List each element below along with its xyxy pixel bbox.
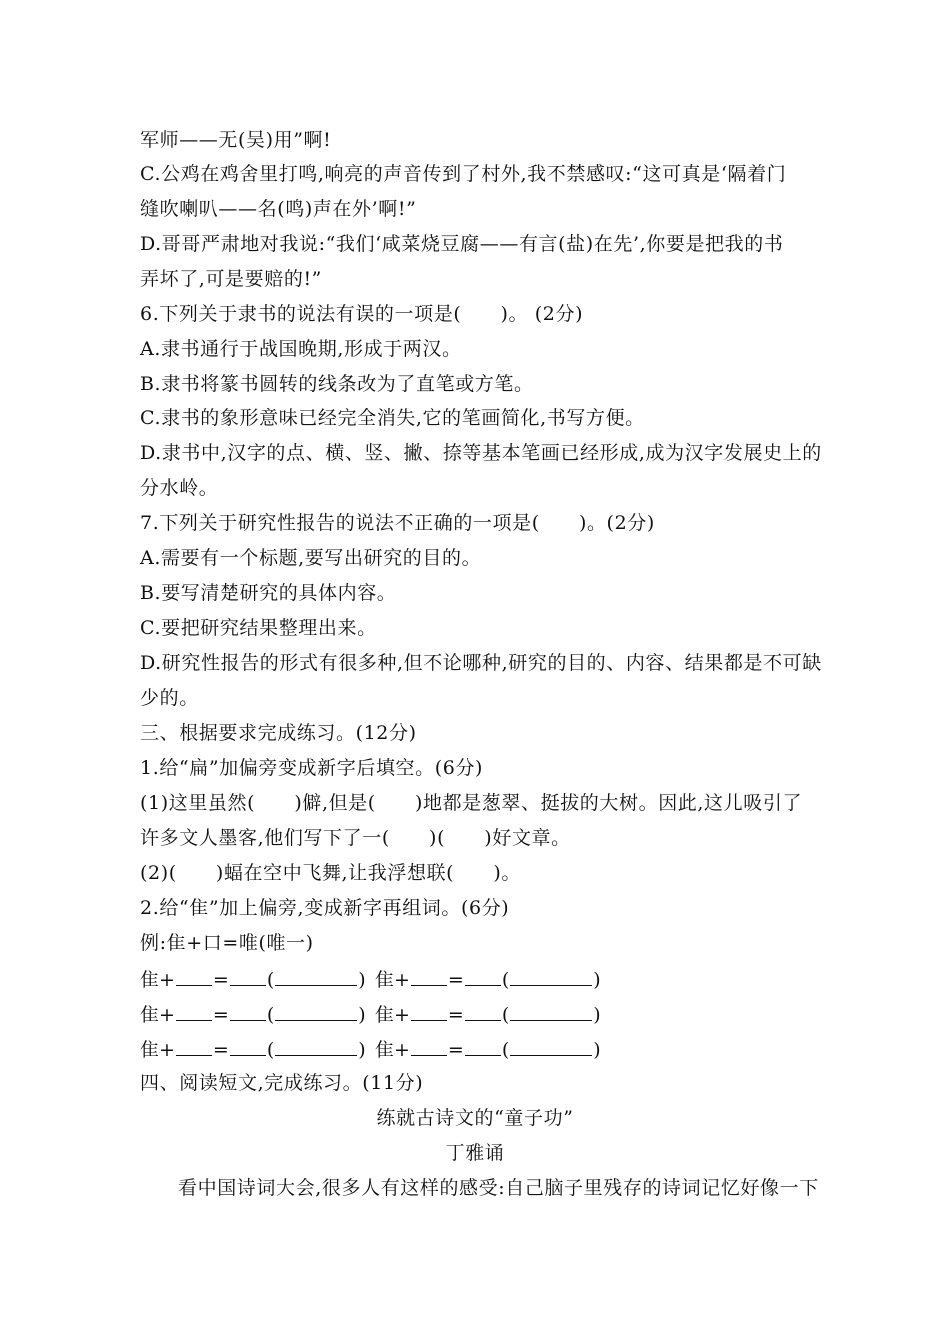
fill-close: ): [593, 1039, 601, 1061]
fill-prefix: 隹+: [375, 1039, 410, 1061]
section3-heading: 三、根据要求完成练习。(12分): [140, 722, 417, 744]
fill-close: ): [358, 969, 366, 991]
s3-q2-example: 例:隹+口=唯(唯一): [140, 932, 314, 954]
fill-item: [140, 1036, 366, 1062]
q7-option-b: B.要写清楚研究的具体内容。: [140, 582, 397, 604]
character-blank[interactable]: [230, 1001, 266, 1021]
fill-equals: =: [447, 1039, 464, 1061]
fill-prefix: 隹+: [375, 969, 410, 991]
q7-option-d: D.研究性报告的形式有很多种,但不论哪种,研究的目的、内容、结果都是不可缺: [140, 652, 822, 674]
fill-row: [140, 1036, 820, 1060]
fill-close: ): [593, 1004, 601, 1026]
q6-option-b: B.隶书将篆书圆转的线条改为了直笔或方笔。: [140, 373, 534, 395]
section4-heading: 四、阅读短文,完成练习。(11分): [140, 1072, 424, 1094]
s3-q1-stem: 1.给“扁”加偏旁变成新字后填空。(6分): [140, 757, 484, 779]
q6-option-c: C.隶书的象形意味已经完全消失,它的笔画简化,书写方便。: [140, 407, 645, 429]
fill-equals: =: [212, 1004, 229, 1026]
q7-stem: 7.下列关于研究性报告的说法不正确的一项是( )。(2分): [140, 512, 655, 534]
character-blank[interactable]: [230, 1036, 266, 1056]
fill-equals: =: [447, 969, 464, 991]
s3-q1-line-3: (2)( )蝠在空中飞舞,让我浮想联( )。: [140, 862, 522, 884]
fill-close: ): [358, 1004, 366, 1026]
q6-option-d: D.隶书中,汉字的点、横、竖、撇、捺等基本笔画已经形成,成为汉字发展史上的: [140, 442, 822, 464]
q7-option-d-cont: 少的。: [140, 687, 199, 709]
fill-prefix: 隹+: [140, 1004, 175, 1026]
radical-blank[interactable]: [176, 966, 212, 986]
s3-q1-line-1: (1)这里虽然( )僻,但是( )地都是葱翠、挺拔的大树。因此,这儿吸引了: [140, 792, 803, 814]
radical-blank[interactable]: [411, 966, 447, 986]
q5-option-d: D.哥哥严肃地对我说:“我们‘咸菜烧豆腐——有言(盐)在先’,你要是把我的书: [140, 233, 784, 255]
q6-stem: 6.下列关于隶书的说法有误的一项是( )。 (2分): [140, 303, 584, 325]
fill-row: [140, 1001, 820, 1025]
fill-prefix: 隹+: [375, 1004, 410, 1026]
fill-row: [140, 966, 820, 990]
fill-open: (: [266, 1004, 275, 1026]
fill-close: ): [593, 969, 601, 991]
character-blank[interactable]: [465, 966, 501, 986]
word-blank[interactable]: [275, 1001, 357, 1021]
radical-blank[interactable]: [411, 1036, 447, 1056]
article-title: 练就古诗文的“童子功”: [376, 1107, 574, 1129]
fill-open: (: [501, 1039, 510, 1061]
q6-option-a: A.隶书通行于战国晚期,形成于两汉。: [140, 338, 462, 360]
radical-blank[interactable]: [411, 1001, 447, 1021]
fill-open: (: [266, 969, 275, 991]
radical-blank[interactable]: [176, 1001, 212, 1021]
fill-close: ): [358, 1039, 366, 1061]
fill-open: (: [266, 1039, 275, 1061]
fill-equals: =: [212, 1039, 229, 1061]
fill-item: [375, 966, 601, 992]
q7-option-a: A.需要有一个标题,要写出研究的目的。: [140, 547, 482, 569]
fill-equals: =: [447, 1004, 464, 1026]
s3-q1-line-2: 许多文人墨客,他们写下了一( )( )好文章。: [140, 827, 571, 849]
word-blank[interactable]: [510, 1001, 592, 1021]
character-blank[interactable]: [465, 1036, 501, 1056]
q5-option-c: C.公鸡在鸡舍里打鸣,响亮的声音传到了村外,我不禁感叹:“这可真是‘隔着门: [140, 163, 787, 185]
word-blank[interactable]: [510, 966, 592, 986]
fill-open: (: [501, 969, 510, 991]
q7-option-c: C.要把研究结果整理出来。: [140, 617, 377, 639]
fill-item: [375, 1036, 601, 1062]
fill-open: (: [501, 1004, 510, 1026]
s3-q2-stem: 2.给“隹”加上偏旁,变成新字再组词。(6分): [140, 897, 510, 919]
character-blank[interactable]: [230, 966, 266, 986]
radical-blank[interactable]: [176, 1036, 212, 1056]
fill-item: [140, 1001, 366, 1027]
fill-prefix: 隹+: [140, 969, 175, 991]
word-blank[interactable]: [275, 1036, 357, 1056]
q6-option-d-cont: 分水岭。: [140, 477, 219, 499]
article-paragraph-1: 看中国诗词大会,很多人有这样的感受:自己脑子里残存的诗词记忆好像一下: [178, 1177, 819, 1199]
fill-equals: =: [212, 969, 229, 991]
article-author: 丁雅诵: [445, 1142, 505, 1164]
fill-item: [140, 966, 366, 992]
word-blank[interactable]: [510, 1036, 592, 1056]
q5-option-d-cont: 弄坏了,可是要赔的!”: [140, 268, 322, 290]
fill-item: [375, 1001, 601, 1027]
q5-line-1: 军师——无(吴)用”啊!: [140, 129, 332, 151]
word-blank[interactable]: [275, 966, 357, 986]
character-blank[interactable]: [465, 1001, 501, 1021]
q5-option-c-cont: 缝吹喇叭——名(鸣)声在外’啊!”: [140, 198, 417, 220]
fill-prefix: 隹+: [140, 1039, 175, 1061]
